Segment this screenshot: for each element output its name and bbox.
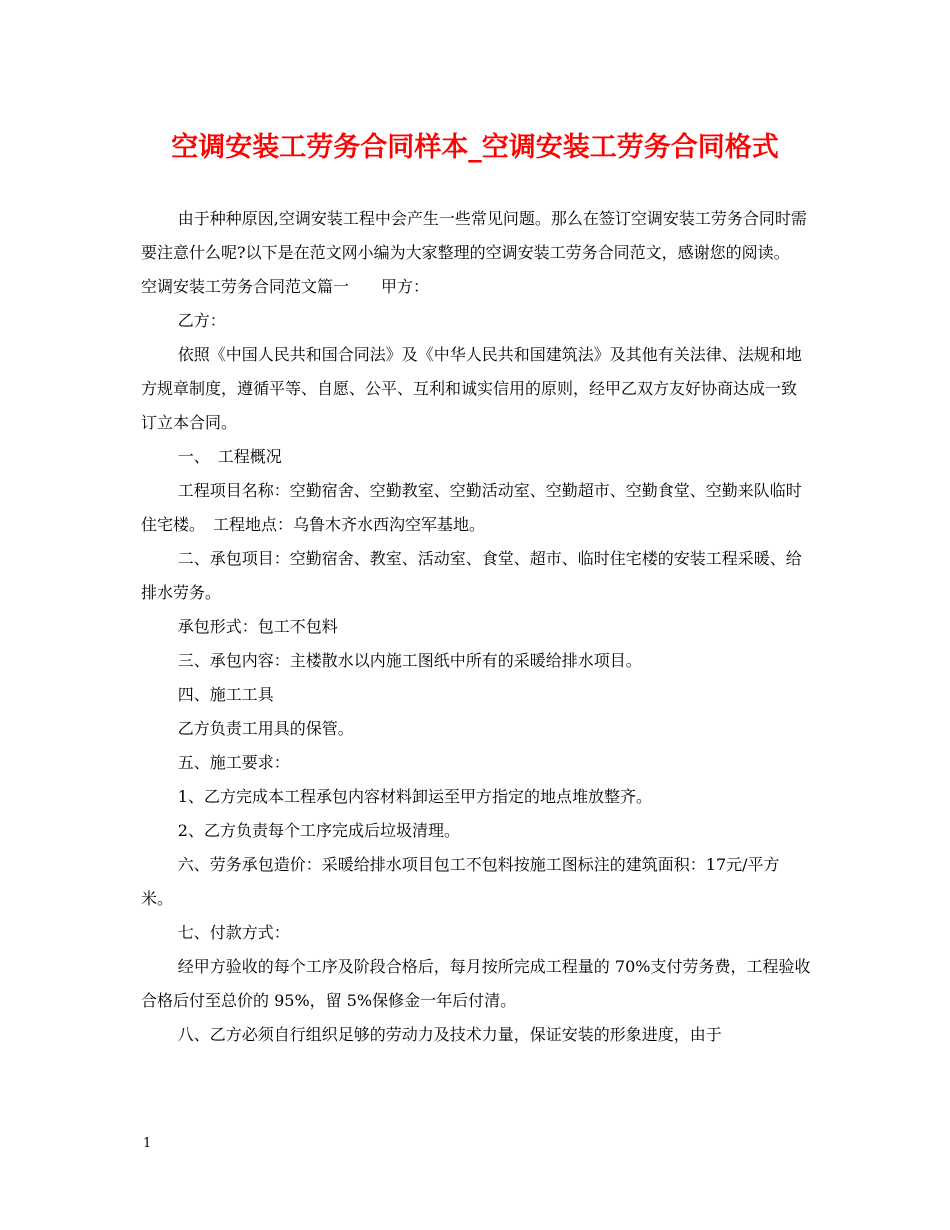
tools-line: 乙方负责工用具的保管。 xyxy=(177,719,354,738)
project-name-paragraph: 工程项目名称：空勤宿舍、空勤教室、空勤活动室、空勤超市、空勤食堂、空勤来队临时住宅楼。 工程地点：乌鲁木齐水西沟空军基地。 xyxy=(141,481,802,534)
clause-3-paragraph: 三、承包内容：主楼散水以内施工图纸中所有的采暖给排水项目。 xyxy=(177,651,642,670)
clause-4-heading: 四、施工工具 xyxy=(177,685,274,704)
clause-2-paragraph: 二、承包项目：空勤宿舍、教室、活动室、食堂、超市、临时住宅楼的安装工程采暖、给排水劳务。 xyxy=(141,549,802,602)
clause-5-heading: 五、施工要求： xyxy=(177,753,290,772)
requirement-1-line: 1、乙方完成本工程承包内容材料卸运至甲方指定的地点堆放整齐。 xyxy=(177,787,652,806)
clause-8-paragraph: 八、乙方必须自行组织足够的劳动力及技术力量，保证安装的形象进度，由于 xyxy=(177,1025,722,1044)
document-title: 空调安装工劳务合同样本_空调安装工劳务合同格式 xyxy=(171,132,779,163)
document-body xyxy=(141,202,811,1052)
section-heading-party-a: 空调安装工劳务合同范文篇一 甲方： xyxy=(141,277,430,296)
legal-basis-paragraph: 依照《中国人民共和国合同法》及《中华人民共和国建筑法》及其他有关法律、法规和地方规章制度，遵循平等、自愿、公平、互利和诚实信用的原则，经甲乙双方友好协商达成一致订立本合同。 xyxy=(141,345,802,432)
page-number: 1 xyxy=(143,1136,152,1151)
party-b-line: 乙方： xyxy=(177,311,226,330)
intro-paragraph: 由于种种原因,空调安装工程中会产生一些常见问题。那么在签订空调安装工劳务合同时需要注意什么呢?以下是在范文网小编为大家整理的空调安装工劳务合同范文，感谢您的阅读。 xyxy=(141,209,807,262)
clause-7-heading: 七、付款方式： xyxy=(177,923,290,942)
requirement-2-line: 2、乙方负责每个工序完成后垃圾清理。 xyxy=(177,821,460,840)
contract-form-line: 承包形式：包工不包料 xyxy=(177,617,338,636)
payment-paragraph: 经甲方验收的每个工序及阶段合格后，每月按所完成工程量的 70%支付劳务费，工程验收合格后付至总价的 95%，留 5%保修金一年后付清。 xyxy=(141,957,811,1010)
clause-6-paragraph: 六、劳务承包造价：采暖给排水项目包工不包料按施工图标注的建筑面积：17元/平方米。 xyxy=(141,855,780,908)
clause-1-heading: 一、 工程概况 xyxy=(177,447,282,466)
